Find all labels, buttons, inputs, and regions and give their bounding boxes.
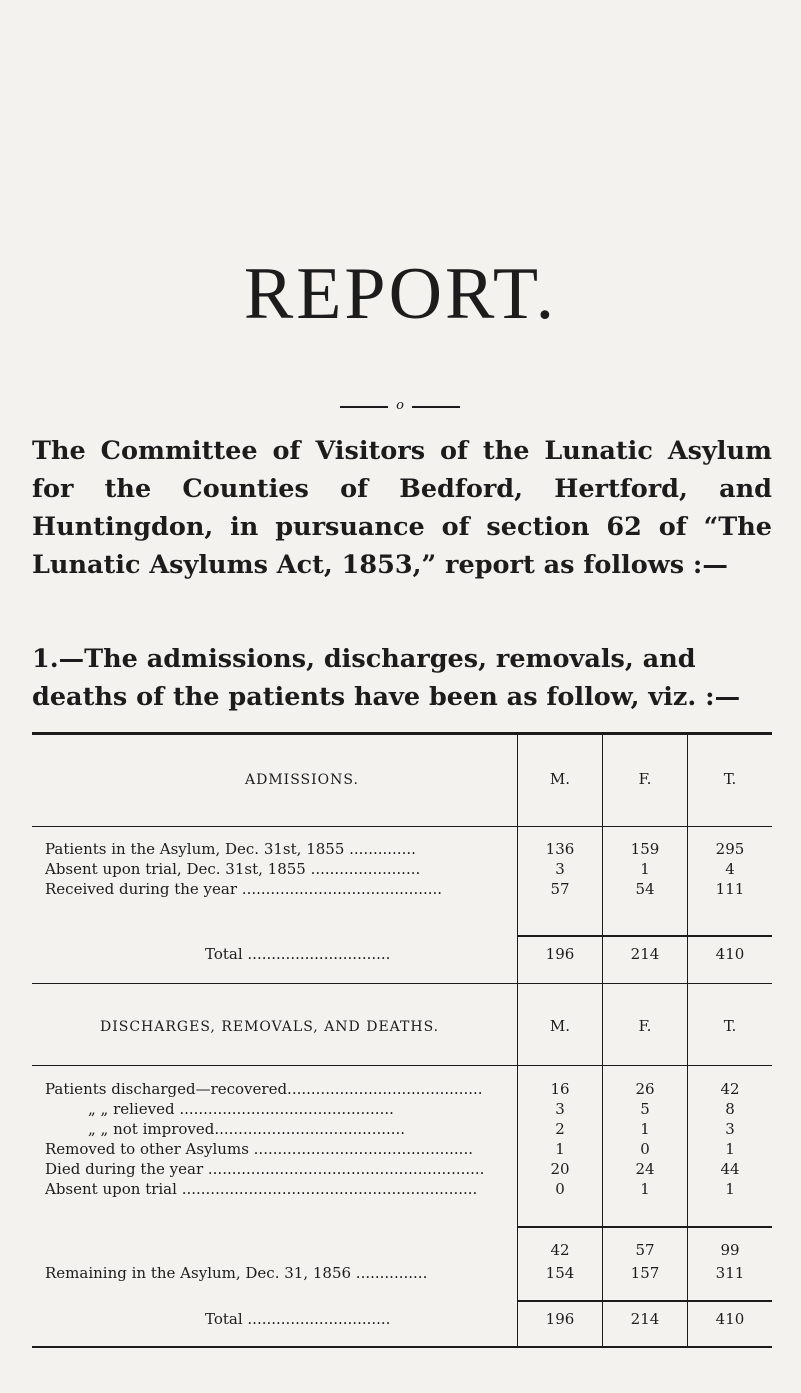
discharges-row-f: 5: [640, 1100, 650, 1118]
remaining-rule: [517, 1300, 772, 1302]
discharges-col-t: T.: [723, 1017, 737, 1035]
discharges-row-t: 1: [725, 1140, 735, 1158]
table-top-rule: [32, 732, 772, 735]
admissions-row-f: 159: [630, 840, 660, 858]
admissions-header-rule: [32, 826, 772, 827]
discharges-row-t: 8: [725, 1100, 735, 1118]
admissions-heading: ADMISSIONS.: [245, 772, 359, 788]
discharges-header-rule: [32, 1065, 772, 1066]
discharges-total-m: 196: [545, 1310, 575, 1328]
ornament-divider: [340, 399, 460, 413]
discharges-col-m: M.: [549, 1017, 571, 1035]
discharges-heading: DISCHARGES, REMOVALS, AND DEATHS.: [100, 1019, 440, 1035]
discharges-row-f: 26: [635, 1080, 655, 1098]
column-rule-3: [687, 733, 688, 1347]
admissions-row-f: 1: [640, 860, 650, 878]
discharges-row-label: Patients discharged—recovered.........................................: [45, 1080, 483, 1098]
admissions-col-f: F.: [638, 770, 652, 788]
remaining-m: 154: [545, 1264, 575, 1282]
discharges-row-t: 42: [720, 1080, 740, 1098]
admissions-row-t: 111: [715, 880, 745, 898]
admissions-row-m: 3: [555, 860, 565, 878]
admissions-total-label: Total ..............................: [205, 945, 391, 963]
section-divider-rule: [32, 983, 772, 984]
admissions-total-t: 410: [715, 945, 745, 963]
discharges-row-label: „ „ relieved .............................................: [88, 1100, 394, 1118]
discharges-row-m: 16: [550, 1080, 570, 1098]
discharges-row-t: 1: [725, 1180, 735, 1198]
item-1-paragraph: 1.—The admissions, discharges, removals, and deaths of the patients have been as follow, viz. :—: [32, 644, 741, 712]
discharges-row-m: 20: [550, 1160, 570, 1178]
column-rule-2: [602, 733, 603, 1347]
admissions-col-t: T.: [723, 770, 737, 788]
discharges-row-m: 3: [555, 1100, 565, 1118]
admissions-row-t: 295: [715, 840, 745, 858]
admissions-total-f: 214: [630, 945, 660, 963]
ornament-rule-left: [340, 406, 388, 408]
remaining-f: 157: [630, 1264, 660, 1282]
admissions-col-m: M.: [549, 770, 571, 788]
discharges-col-f: F.: [638, 1017, 652, 1035]
discharges-total-t: 410: [715, 1310, 745, 1328]
discharges-row-f: 1: [640, 1120, 650, 1138]
discharges-total-label: Total ..............................: [205, 1310, 391, 1328]
admissions-total-rule: [517, 935, 772, 937]
admissions-row-label: Received during the year ..........................................: [45, 880, 443, 898]
discharges-row-m: 2: [555, 1120, 565, 1138]
admissions-row-m: 136: [545, 840, 575, 858]
admissions-row-label: Patients in the Asylum, Dec. 31st, 1855 ..............: [45, 840, 416, 858]
discharges-row-label: „ „ not improved........................................: [88, 1120, 406, 1138]
discharges-row-f: 24: [635, 1160, 655, 1178]
column-rule-1: [517, 733, 518, 1347]
discharges-row-t: 3: [725, 1120, 735, 1138]
intro-paragraph: The Committee of Visitors of the Lunatic Asylum for the Counties of Bedford, Hertford, and Huntingdon, in pursuance of section 62 of “The Lunatic Asylums Act, 1853,” report as follows :—: [32, 436, 772, 580]
discharges-subtotal-f: 57: [635, 1241, 655, 1259]
discharges-total-f: 214: [630, 1310, 660, 1328]
discharges-row-f: 0: [640, 1140, 650, 1158]
discharges-row-label: Absent upon trial ..............................................................: [45, 1180, 478, 1198]
admissions-total-m: 196: [545, 945, 575, 963]
remaining-label: Remaining in the Asylum, Dec. 31, 1856 ...............: [45, 1264, 428, 1282]
ornament-rule-right: [412, 406, 460, 408]
ornament-glyph: o: [396, 398, 404, 413]
discharges-subtotal-rule: [517, 1226, 772, 1228]
admissions-row-m: 57: [550, 880, 570, 898]
discharges-subtotal-t: 99: [720, 1241, 740, 1259]
admissions-row-label: Absent upon trial, Dec. 31st, 1855 .......................: [45, 860, 421, 878]
remaining-t: 311: [715, 1264, 745, 1282]
admissions-row-t: 4: [725, 860, 735, 878]
discharges-row-f: 1: [640, 1180, 650, 1198]
discharges-row-t: 44: [720, 1160, 740, 1178]
report-title: REPORT.: [243, 253, 558, 335]
discharges-row-m: 1: [555, 1140, 565, 1158]
discharges-subtotal-m: 42: [550, 1241, 570, 1259]
table-bottom-rule: [32, 1346, 772, 1348]
discharges-row-m: 0: [555, 1180, 565, 1198]
discharges-row-label: Removed to other Asylums ..............................................: [45, 1140, 473, 1158]
admissions-row-f: 54: [635, 880, 655, 898]
discharges-row-label: Died during the year ..........................................................: [45, 1160, 485, 1178]
